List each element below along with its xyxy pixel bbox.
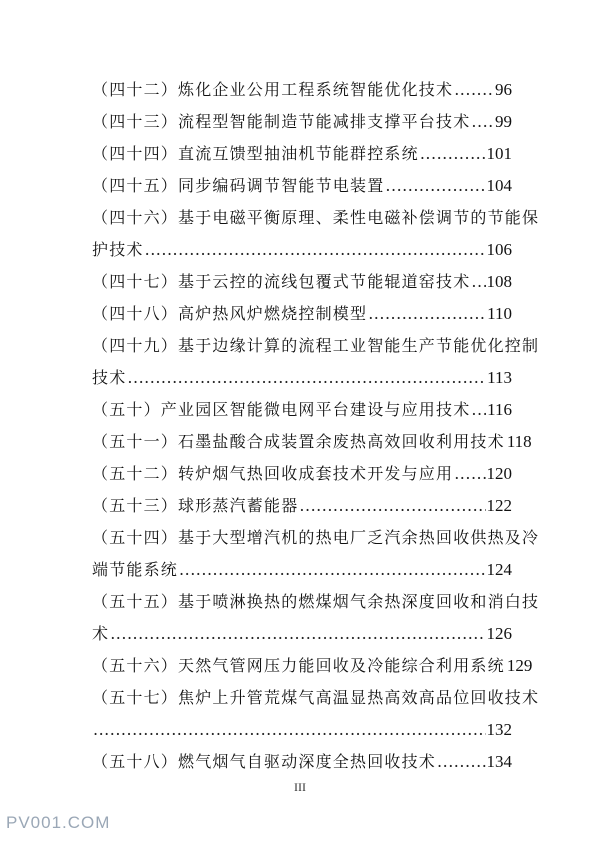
toc-line [92,394,512,426]
toc-page-number: 120 [486,464,512,483]
dot-leader [437,746,485,778]
toc-line [92,266,512,298]
toc-title: 术 [92,624,110,643]
dot-leader [127,362,486,394]
toc-line [92,586,540,618]
toc-page-number: 116 [487,400,512,419]
toc-entry[interactable] [92,266,512,298]
toc-line [92,522,540,554]
toc-title: （五十七）焦炉上升管荒煤气高温显热高效高品位回收技术 [92,688,540,707]
toc-line [92,458,512,490]
toc-entry[interactable] [92,490,512,522]
dot-leader [454,458,485,490]
toc-entry[interactable] [92,426,532,458]
toc-entry[interactable] [92,202,540,266]
toc-entry[interactable] [92,682,540,746]
toc-title: （五十三）球形蒸汽蓄能器 [92,496,299,515]
toc-line [92,330,540,362]
toc-title: （五十一）石墨盐酸合成装置余废热高效回收利用技术 [92,432,505,451]
toc-line [92,202,540,234]
toc-title: （四十九）基于边缘计算的流程工业智能生产节能优化控制 [92,336,540,355]
toc-line [92,106,512,138]
toc-line [92,746,512,778]
watermark: PV001.COM [6,813,111,832]
toc-title: 技术 [92,368,127,387]
toc-title: 护技术 [92,240,144,259]
toc-title: （五十五）基于喷淋换热的燃煤烟气余热深度回收和消白技 [92,592,540,611]
dot-leader [299,490,485,522]
dot-leader [368,298,486,330]
toc-entry[interactable] [92,170,512,202]
toc-line [92,170,512,202]
toc-entry[interactable] [92,138,512,170]
toc-page-number: 118 [506,432,532,451]
toc-title: （四十八）高炉热风炉燃烧控制模型 [92,304,368,323]
toc-title: （五十）产业园区智能微电网平台建设与应用技术 [92,400,471,419]
dot-leader [93,714,486,746]
toc-page-number: 99 [495,112,512,131]
toc-page-number: 124 [486,560,512,579]
toc-page-number: 106 [486,240,512,259]
dot-leader [385,170,485,202]
dot-leader [454,74,494,106]
toc-entry[interactable] [92,394,512,426]
toc-page-number: 113 [487,368,512,387]
toc-entry[interactable] [92,746,512,778]
toc-title: （四十三）流程型智能制造节能减排支撑平台技术 [92,112,471,131]
toc-line [92,618,512,650]
toc-line [92,650,533,682]
toc-line [92,490,512,522]
toc-line [92,74,512,106]
toc-line [92,298,512,330]
toc-page-number: 108 [486,272,512,291]
toc-entry[interactable] [92,330,540,394]
toc-title: （五十二）转炉烟气热回收成套技术开发与应用 [92,464,454,483]
toc-title: （四十七）基于云控的流线包覆式节能辊道窑技术 [92,272,471,291]
toc-page-number: 129 [506,656,533,675]
toc-entry[interactable] [92,298,512,330]
toc-page-number: 104 [486,176,512,195]
toc-page-number: 122 [486,496,512,515]
dot-leader [145,234,486,266]
toc-entry[interactable] [92,458,512,490]
toc-page-number: 132 [486,720,512,739]
toc-entry[interactable] [92,586,540,650]
toc-title: （四十二）炼化企业公用工程系统智能优化技术 [92,80,454,99]
toc-line [92,138,512,170]
toc-line [92,714,512,746]
dot-leader [179,554,485,586]
toc-line [92,234,512,266]
page-number: III [294,780,306,794]
toc-title: （五十六）天然气管网压力能回收及冷能综合利用系统 [92,656,505,675]
toc-line [92,362,512,394]
toc-title: （四十五）同步编码调节智能节电装置 [92,176,385,195]
toc-page-number: 110 [487,304,512,323]
toc-page-number: 101 [486,144,512,163]
dot-leader [471,266,485,298]
dot-leader [420,138,486,170]
toc-entry[interactable] [92,106,512,138]
toc-title: （四十六）基于电磁平衡原理、柔性电磁补偿调节的节能保 [92,208,540,227]
toc-page-number: 96 [495,80,512,99]
dot-leader [110,618,485,650]
toc-title: （五十八）燃气烟气自驱动深度全热回收技术 [92,752,437,771]
dot-leader [471,106,494,138]
toc-line [92,554,512,586]
toc-page-number: 134 [486,752,512,771]
table-of-contents [92,74,540,778]
dot-leader [471,394,486,426]
toc-title: （五十四）基于大型增汽机的热电厂乏汽余热回收供热及冷 [92,528,540,547]
toc-entry[interactable] [92,74,512,106]
toc-title: 端节能系统 [92,560,179,579]
toc-entry[interactable] [92,522,540,586]
toc-line [92,682,540,714]
toc-line [92,426,532,458]
toc-page-number: 126 [486,624,512,643]
toc-title: （四十四）直流互馈型抽油机节能群控系统 [92,144,419,163]
toc-entry[interactable] [92,650,533,682]
